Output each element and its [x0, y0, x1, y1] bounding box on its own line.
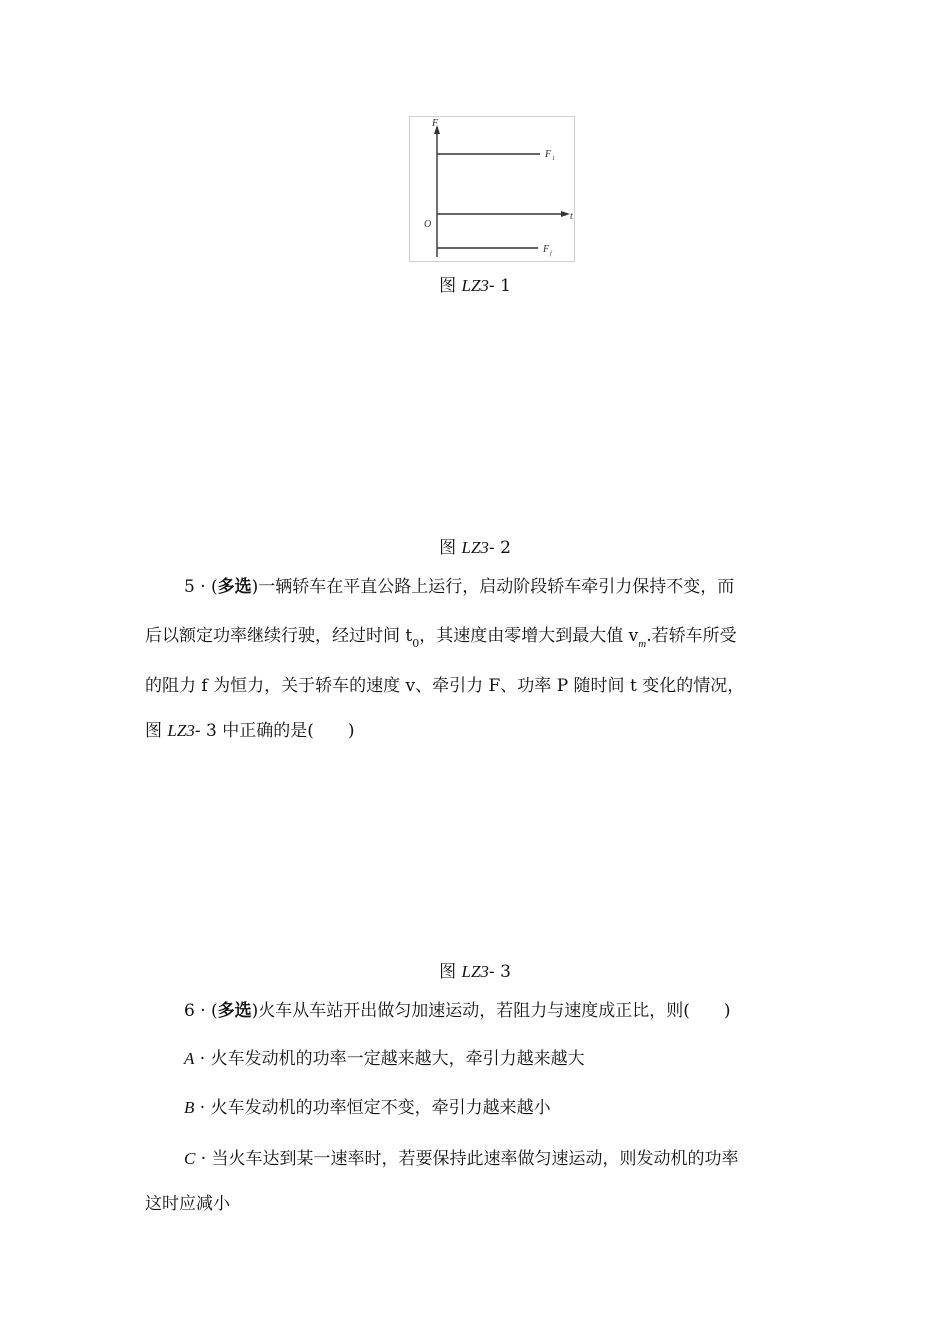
f1-subscript: 1	[552, 156, 555, 162]
option-text: · 当火车达到某一速率时，若要保持此速率做匀速运动，则发动机的功率	[195, 1149, 739, 1169]
q5-line-2	[145, 626, 737, 648]
caption-suffix: - 3	[488, 962, 511, 982]
ff-label: F	[543, 244, 550, 255]
q6-option-a	[184, 1049, 585, 1069]
q5-subscript-m: m	[638, 638, 647, 650]
option-letter: A	[184, 1049, 195, 1068]
q5-subscript-0: 0	[412, 637, 420, 650]
figure-caption-lz3-2	[0, 533, 950, 558]
q5-line-3	[145, 676, 744, 696]
q6-option-b	[184, 1098, 551, 1118]
q5-text: .若轿车所受	[646, 626, 737, 646]
q5-line-4	[145, 721, 354, 741]
q5-text: - 3 中正确的是( )	[194, 721, 355, 741]
q5-line-1	[184, 577, 734, 597]
q5-text: 的阻力 f 为恒力，关于轿车的速度 v、牵引力 F、功率 P 随时间 t 变化的情况，	[145, 676, 745, 696]
figure-lz3-1	[409, 116, 575, 262]
q5-figure-code: LZ3	[167, 721, 195, 740]
q6-option-c	[184, 1149, 739, 1169]
y-axis-label: F	[432, 118, 439, 129]
q5-multi-select-tag: 多选	[217, 577, 252, 597]
q5-text: 后以额定功率继续行驶，经过时间 t	[145, 626, 413, 646]
f1-label: F	[545, 149, 552, 160]
option-text: 这时应减小	[145, 1194, 230, 1214]
caption-code: LZ3	[461, 276, 489, 295]
option-letter: B	[184, 1098, 195, 1117]
caption-prefix: 图	[439, 276, 462, 296]
caption-suffix: - 1	[488, 276, 511, 296]
ff-subscript: f	[550, 251, 552, 257]
caption-code: LZ3	[461, 962, 489, 981]
option-letter: C	[184, 1149, 196, 1168]
caption-prefix: 图	[439, 538, 462, 558]
q6-option-c-cont	[145, 1194, 230, 1214]
figure-caption-lz3-3	[0, 957, 950, 982]
q5-text: 图	[145, 721, 168, 741]
x-axis-arrow	[561, 211, 570, 217]
q6-stem	[184, 1001, 731, 1021]
q6-number: 6 · (	[184, 1001, 218, 1021]
caption-code: LZ3	[461, 538, 489, 557]
q5-number: 5 · (	[184, 577, 218, 597]
option-text: · 火车发动机的功率恒定不变，牵引力越来越小	[194, 1098, 551, 1118]
force-time-graph	[410, 117, 574, 261]
q5-text: )一辆轿车在平直公路上运行，启动阶段轿车牵引力保持不变，而	[251, 577, 735, 597]
x-axis-label: t	[570, 211, 573, 222]
caption-suffix: - 2	[488, 538, 511, 558]
figure-caption-lz3-1	[0, 271, 950, 296]
q6-multi-select-tag: 多选	[217, 1001, 252, 1021]
q5-text: ，其速度由零增大到最大值 v	[419, 626, 639, 646]
q6-text: )火车从车站开出做匀加速运动，若阻力与速度成正比，则( )	[251, 1001, 731, 1021]
origin-label: O	[424, 219, 432, 230]
caption-prefix: 图	[439, 962, 462, 982]
option-text: · 火车发动机的功率一定越来越大，牵引力越来越大	[194, 1049, 585, 1069]
